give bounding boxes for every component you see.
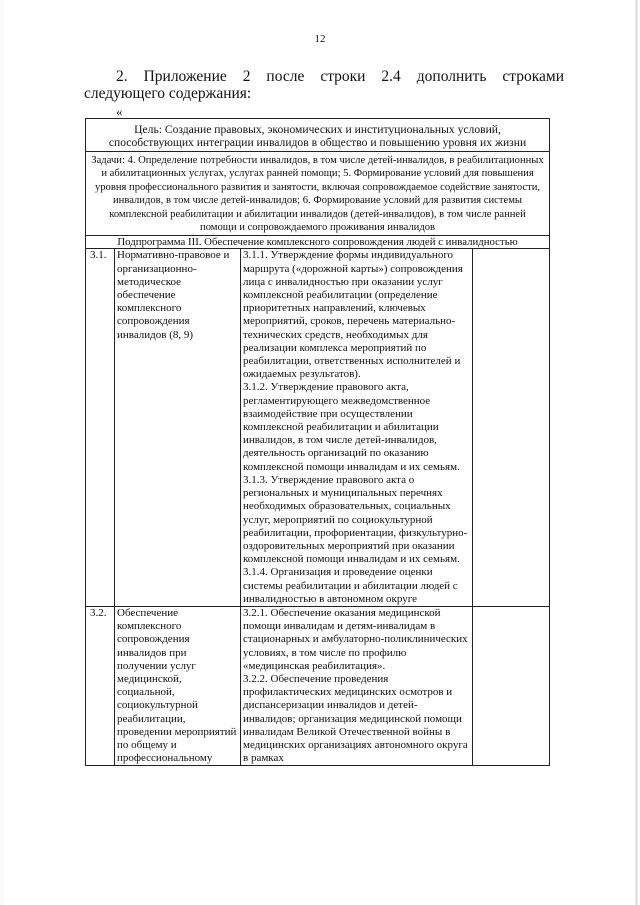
tasks-row (86, 152, 550, 236)
subprogram-row (86, 236, 550, 249)
action-item: 3.1.2. Утверждение правового акта, регламентирующего межведомственное взаимодействие при осуществлении комплексной реабилитации и абилитации инвалидов, в том числе детей-инвалидов, деятельность организаций по оказанию комплексной помощи инвалидам и их семьям. (243, 381, 460, 473)
scan-left-edge (0, 0, 4, 905)
goal-row (86, 119, 550, 152)
table-row (86, 606, 550, 765)
row-number: 3.1. (86, 249, 115, 606)
action-item: 3.2.1. Обеспечение оказания медицинской помощи инвалидам и детям-инвалидам в стационарных и амбулаторно-поликлинических условиях, в том числе по профилю «медицинская реабилитация». (243, 606, 468, 672)
action-item: 3.1.3. Утверждение правового акта о региональных и муниципальных перечнях необходимых образовательных, социальных услуг, мероприятий по социокультурной реабилитации, профориентации, физкультурно-оздоровительных мероприятий при оказании комплексной помощи инвалидам и их семьям. (243, 473, 468, 566)
table-row (86, 249, 550, 606)
row-actions (241, 249, 473, 606)
page-number: 12 (314, 33, 326, 45)
row-direction: Нормативно-правовое и организационно-методическое обеспечение комплексного сопровождения инвалидов (8, 9) (115, 249, 241, 606)
opening-quote: « (116, 104, 123, 119)
row-direction: Обеспечение комплексного сопровождения инвалидов при получении услуг медицинской, социальной, социокультурной реабилитации, проведении мероприятий по общему и профессиональному (115, 606, 241, 765)
row-empty-cell (473, 606, 550, 765)
row-empty-cell (473, 249, 550, 606)
tasks-cell: Задачи: 4. Определение потребности инвалидов, в том числе детей-инвалидов, в реабилитационных и абилитационных услугах, услугах ранней помощи; 5. Формирование условий для повышения уровня профессионального развития и занятости, включая сопровождаемое содействие занятости, инвалидов, в том числе детей-инвалидов; 6. Формирование условий для развития системы комплексной реабилитации и абилитации инвалидов (детей-инвалидов), в том числе ранней помощи и сопровождаемого проживания инвалидов (86, 152, 550, 236)
row-actions (241, 606, 473, 765)
subprogram-cell: Подпрограмма III. Обеспечение комплексного сопровождения людей с инвалидностью (86, 236, 550, 249)
action-item: 3.1.4. Организация и проведение оценки системы реабилитации и абилитации людей с инвалидностью в автономном округе (243, 566, 458, 605)
action-item: 3.1.1. Утверждение формы индивидуального маршрута («дорожной карты») сопровождения лица с инвалидностью при оказании услуг комплексной реабилитации (определение приоритетных направлений, ключевых мероприятий, сроков, перечень материально-технических средств, необходимых для реализации комплекса мероприятий по реабилитации, ответственных исполнителей и ожидаемых результатов). (243, 249, 463, 381)
row-number: 3.2. (86, 606, 115, 765)
action-item: 3.2.2. Обеспечение проведения профилактических медицинских осмотров и диспансеризации инвалидов и детей-инвалидов; организация медицинской помощи инвалидам Великой Отечественной войны в медицинских организациях автономного округа в рамках (243, 672, 468, 765)
goal-cell: Цель: Создание правовых, экономических и институциональных условий, способствующих интеграции инвалидов в общество и повышению уровня их жизни (86, 119, 550, 152)
intro-paragraph: 2. Приложение 2 после строки 2.4 дополнить строками следующего содержания: (84, 68, 564, 102)
scan-right-edge (635, 0, 638, 905)
program-table (85, 118, 550, 766)
